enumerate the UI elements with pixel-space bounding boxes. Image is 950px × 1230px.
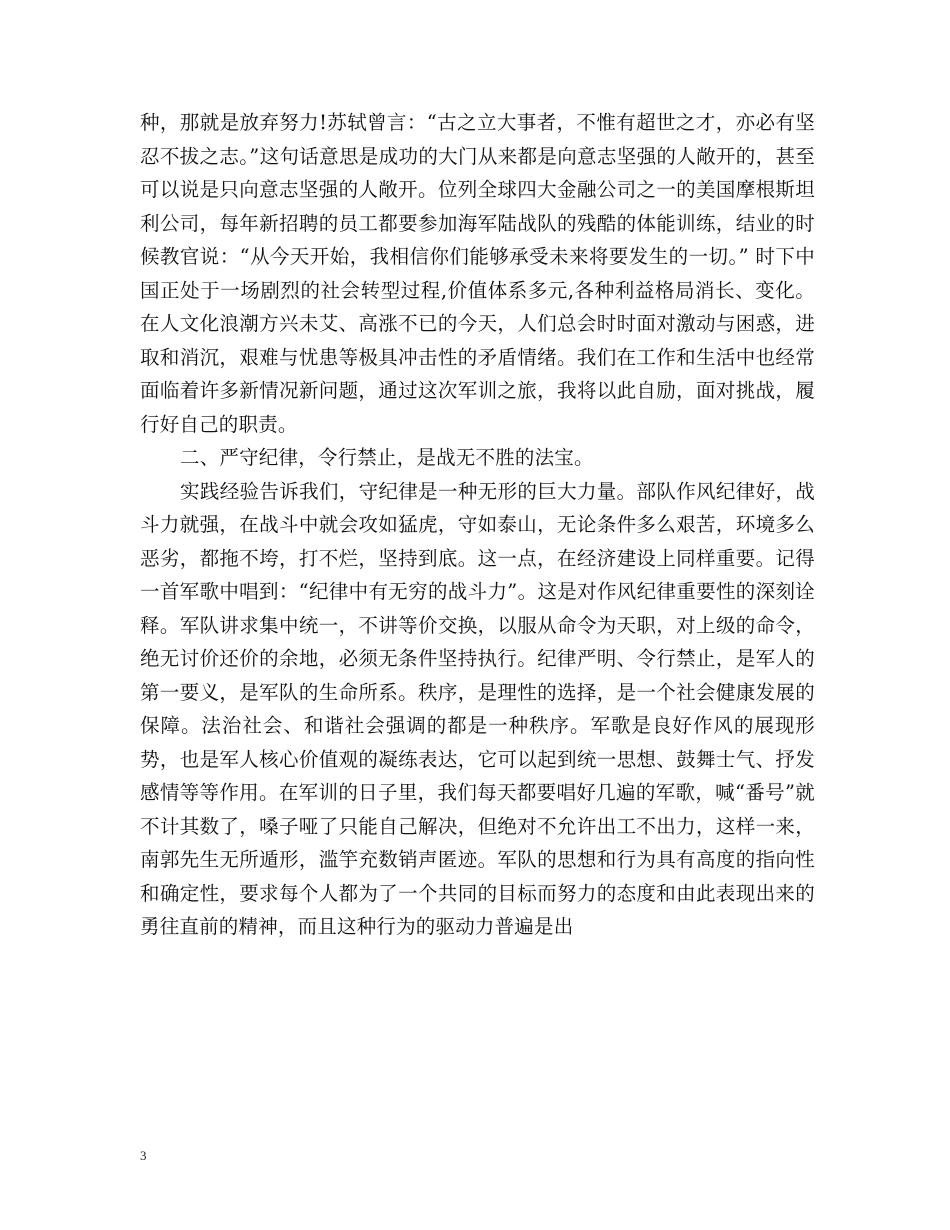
body-text bbox=[140, 106, 815, 944]
paragraph-continuation: 种，那就是放弃努力!苏轼曾言：“古之立大事者，不惟有超世之才，亦必有坚忍不拔之志。”这句话意思是成功的大门从来都是向意志坚强的人敞开的，甚至可以说是只向意志坚强的人敞开。位列全球四大金融公司之一的美国摩根斯坦利公司，每年新招聘的员工都要参加海军陆战队的残酷的体能训练，结业的时候教官说：“从今天开始，我相信你们能够承受未来将要发生的一切。” 时下中国正处于一场剧烈的社会转型过程,价值体系多元,各种利益格局消长、变化。在人文化浪潮方兴未艾、高涨不已的今天，人们总会时时面对激动与困惑，进取和消沉，艰难与忧患等极具冲击性的矛盾情绪。我们在工作和生活中也经常面临着许多新情况新问题，通过这次军训之旅，我将以此自励，面对挑战，履行好自己的职责。 bbox=[140, 111, 815, 436]
section-heading: 二、严守纪律，令行禁止，是战无不胜的法宝。 bbox=[180, 446, 594, 469]
paragraph-discipline: 实践经验告诉我们，守纪律是一种无形的巨大力量。部队作风纪律好，战斗力就强，在战斗中就会攻如猛虎，守如泰山，无论条件多么艰苦，环境多么恶劣，都拖不垮，打不烂，坚持到底。这一点，在经济建设上同样重要。记得一首军歌中唱到：“纪律中有无穷的战斗力”。这是对作风纪律重要性的深刻诠释。军队讲求集中统一，不讲等价交换，以服从命令为天职，对上级的命令，绝无讨价还价的余地，必须无条件坚持执行。纪律严明、令行禁止，是军人的第一要义，是军队的生命所系。秩序，是理性的选择，是一个社会健康发展的保障。法治社会、和谐社会强调的都是一种秩序。军歌是良好作风的展现形势，也是军人核心价值观的凝练表达，它可以起到统一思想、鼓舞士气、抒发感情等等作用。在军训的日子里，我们每天都要唱好几遍的军歌，喊“番号”就不计其数了，嗓子哑了只能自己解决，但绝对不允许出工不出力，这样一来，南郭先生无所遁形，滥竽充数销声匿迹。军队的思想和行为具有高度的指向性和确定性，要求每个人都为了一个共同的目标而努力的态度和由此表现出来的勇往直前的精神，而且这种行为的驱动力普遍是出 bbox=[140, 479, 815, 938]
page-number: 3 bbox=[140, 1148, 147, 1163]
